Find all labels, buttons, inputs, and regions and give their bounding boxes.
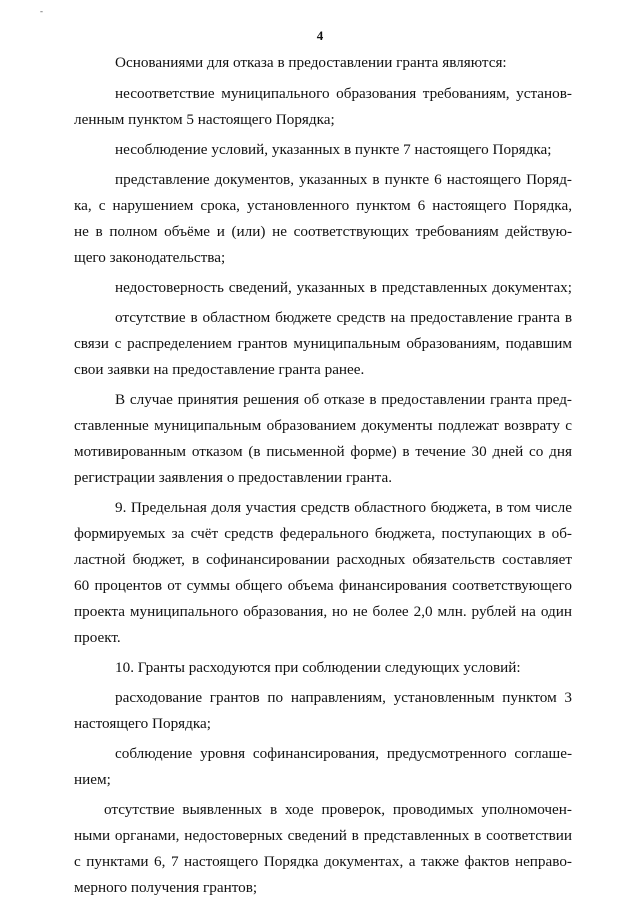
paragraph-line: проект. xyxy=(74,629,121,646)
paragraph-line: представление документов, указанных в пункте 6 настоящего Поряд- xyxy=(115,171,572,188)
paragraph-line: мотивированным отказом (в письменной форме) в течение 30 дней со дня xyxy=(74,443,572,460)
paragraph-line: отсутствие выявленных в ходе проверок, проводимых уполномочен- xyxy=(104,801,572,818)
page-number: 4 xyxy=(316,28,324,43)
scan-mark: - xyxy=(40,6,43,16)
paragraph-line: свои заявки на предоставление гранта ранее. xyxy=(74,361,365,378)
paragraph-line: проекта муниципального образования, но не более 2,0 млн. рублей на один xyxy=(74,603,572,620)
paragraph-line: ластной бюджет, в софинансировании расходных обязательств составляет xyxy=(74,551,572,568)
paragraph-line: 10. Гранты расходуются при соблюдении следующих условий: xyxy=(115,659,521,676)
paragraph-line: расходование грантов по направлениям, установленным пунктом 3 xyxy=(115,689,572,706)
paragraph-line: связи с распределением грантов муниципальным образованиям, подавшим xyxy=(74,335,572,352)
paragraph-line: ставленные муниципальным образованием документы подлежат возврату с xyxy=(74,417,572,434)
paragraph-line: с пунктами 6, 7 настоящего Порядка документах, а также фактов неправо- xyxy=(74,853,572,870)
paragraph-line: несоблюдение условий, указанных в пункте 7 настоящего Порядка; xyxy=(115,141,552,158)
paragraph-line: соблюдение уровня софинансирования, предусмотренного соглаше- xyxy=(115,745,572,762)
paragraph-line: отсутствие в областном бюджете средств на предоставление гранта в xyxy=(115,309,572,326)
paragraph-line: настоящего Порядка; xyxy=(74,715,211,732)
paragraph-line: мерного получения грантов; xyxy=(74,879,258,896)
paragraph-line: не в полном объёме и (или) не соответствующих требованиям действую- xyxy=(74,223,572,240)
paragraph-line: В случае принятия решения об отказе в предоставлении гранта пред- xyxy=(115,391,572,408)
paragraph-line: нием; xyxy=(74,771,111,788)
paragraph-line: 9. Предельная доля участия средств областного бюджета, в том числе xyxy=(115,499,572,516)
paragraph-line: формируемых за счёт средств федерального бюджета, поступающих в об- xyxy=(74,525,572,542)
paragraph-line: несоответствие муниципального образования требованиям, установ- xyxy=(115,85,572,102)
paragraph-line: регистрации заявления о предоставлении гранта. xyxy=(74,469,393,486)
paragraph-line: ка, с нарушением срока, установленного пунктом 6 настоящего Порядка, xyxy=(74,197,572,214)
paragraph-line: 60 процентов от суммы общего объема финансирования соответствующего xyxy=(74,577,572,594)
paragraph-line: ленным пунктом 5 настоящего Порядка; xyxy=(74,111,335,128)
paragraph-line: щего законодательства; xyxy=(74,249,226,266)
paragraph-intro-line: Основаниями для отказа в предоставлении гранта являются: xyxy=(115,54,507,71)
paragraph-line: недостоверность сведений, указанных в представленных документах; xyxy=(115,279,572,296)
paragraph-line: ными органами, недостоверных сведений в представленных в соответствии xyxy=(74,827,572,844)
